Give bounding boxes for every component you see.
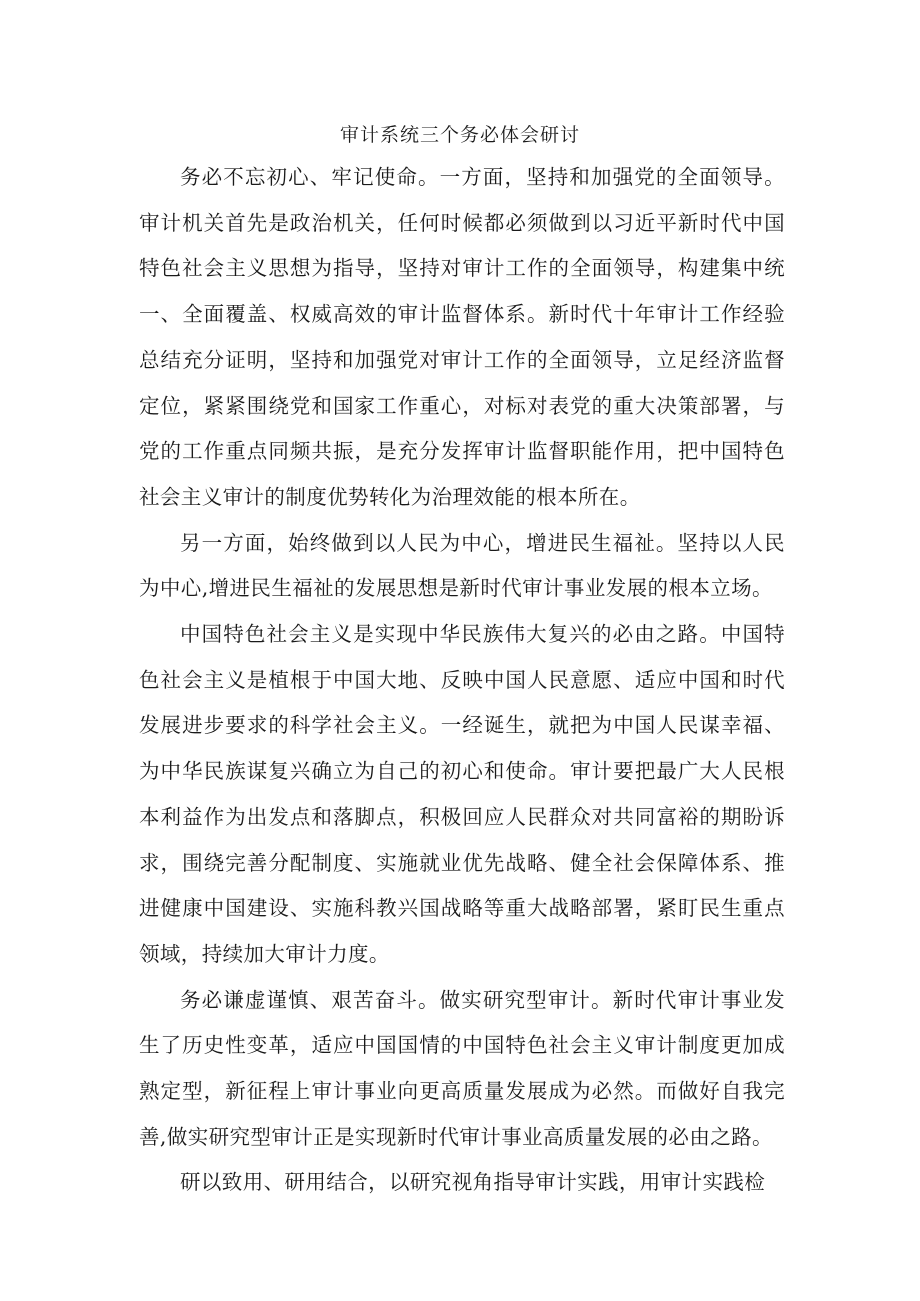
- paragraph-3: 中国特色社会主义是实现中华民族伟大复兴的必由之路。中国特色社会主义是植根于中国大地、反映中国人民意愿、适应中国和时代发展进步要求的科学社会主义。一经诞生，就把为中国人民谋幸福、为中华民族谋复兴确立为自己的初心和使命。审计要把最广大人民根本利益作为出发点和落脚点，积极回应人民群众对共同富裕的期盼诉求，围绕完善分配制度、实施就业优先战略、健全社会保障体系、推进健康中国建设、实施科教兴国战略等重大战略部署，紧盯民生重点领域，持续加大审计力度。: [139, 622, 785, 966]
- document-body: [139, 155, 785, 1206]
- paragraph-2: 另一方面，始终做到以人民为中心，增进民生福祉。坚持以人民为中心,增进民生福祉的发展思想是新时代审计事业发展的根本立场。: [139, 530, 785, 601]
- paragraph-4: 务必谦虚谨慎、艰苦奋斗。做实研究型审计。新时代审计事业发生了历史性变革，适应中国国情的中国特色社会主义审计制度更加成熟定型，新征程上审计事业向更高质量发展成为必然。而做好自我完善,做实研究型审计正是实现新时代审计事业高质量发展的必由之路。: [139, 987, 785, 1149]
- paragraph-5: 研以致用、研用结合，以研究视角指导审计实践，用审计实践检: [180, 1170, 766, 1195]
- document-title: 审计系统三个务必体会研讨: [339, 124, 580, 146]
- paragraph-1: 务必不忘初心、牢记使命。一方面，坚持和加强党的全面领导。审计机关首先是政治机关，任何时候都必须做到以习近平新时代中国特色社会主义思想为指导，坚持对审计工作的全面领导，构建集中统一、全面覆盖、权威高效的审计监督体系。新时代十年审计工作经验总结充分证明，坚持和加强党对审计工作的全面领导，立足经济监督定位，紧紧围绕党和国家工作重心，对标对表党的重大决策部署，与党的工作重点同频共振，是充分发挥审计监督职能作用，把中国特色社会主义审计的制度优势转化为治理效能的根本所在。: [139, 165, 785, 509]
